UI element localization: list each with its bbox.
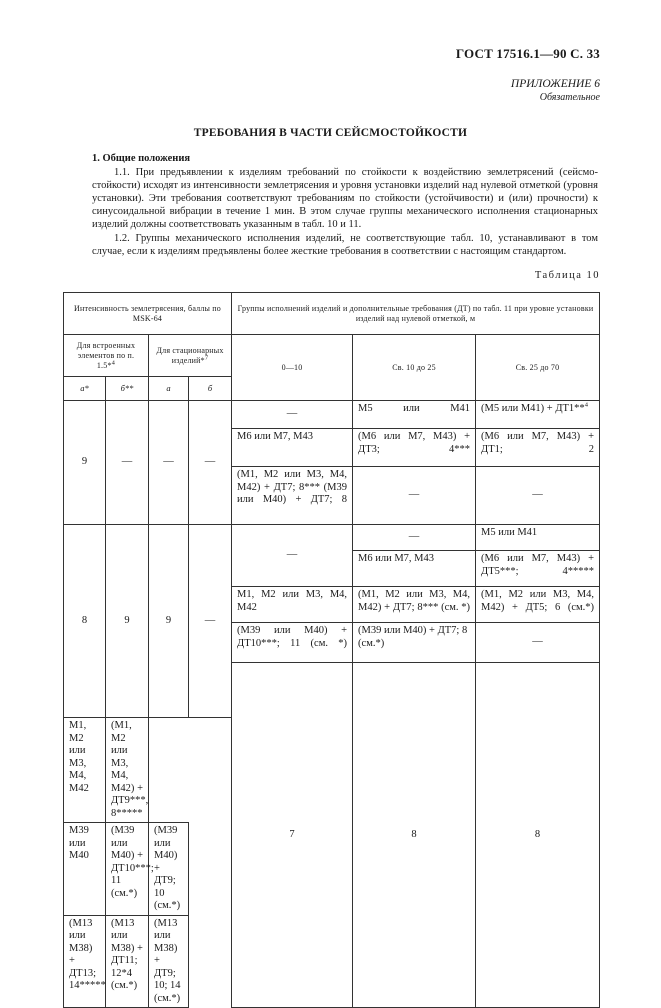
table-cell: (М1, М2 или М3, М4, М42) + ДТ9***, 8***** <box>106 718 149 823</box>
table-cell: — <box>353 467 476 525</box>
table-cell: — <box>476 467 600 525</box>
table-cell: (М13 или М38) + ДТ11; 12*4 (см.*) <box>106 915 149 1008</box>
table-cell: — <box>106 401 149 525</box>
table-cell: — <box>476 623 600 663</box>
header-groups: Группы исполнений изделий и дополнительные требования (ДТ) по табл. 11 при уровне установки изделий над нулевой отметкой, м <box>232 293 600 335</box>
table-cell: (М6 или М7, М43) + ДТ3; 4*** <box>353 429 476 467</box>
table-cell: (М39 или М40) + ДТ10***; 11 (см.*) <box>106 823 149 916</box>
header-b-builtin: б** <box>106 377 149 401</box>
table-cell: (М1, М2 или М3, М4, М42) + ДТ7; 8*** (М39 или М40) + ДТ7; 8 <box>232 467 353 525</box>
table-cell: М1, М2 или М3, М4, М42 <box>64 718 106 823</box>
header-a-builtin: а* <box>64 377 106 401</box>
doc-reference: ГОСТ 17516.1—90 С. 33 <box>455 46 600 61</box>
table-cell: (М1, М2 или М3, М4, М42) + ДТ5; 6 (см.*) <box>476 587 600 623</box>
table-cell: (М39 или М40) + ДТ7; 8 (см.*) <box>353 623 476 663</box>
table-cell: (М6 или М7, М43) + ДТ5***; 4***** <box>476 551 600 587</box>
header-level-25-70: Св. 25 до 70 <box>476 335 600 401</box>
table-cell: (М13 или М38) + ДТ9; 10; 14 (см.*) <box>149 915 189 1008</box>
header-b-stationary: б <box>189 377 232 401</box>
page-title: ТРЕБОВАНИЯ В ЧАСТИ СЕЙСМОСТОЙКОСТИ <box>193 127 468 139</box>
table-cell: — <box>149 401 189 525</box>
table-cell: М1, М2 или М3, М4, М42 <box>232 587 353 623</box>
header-intensity: Интенсивность землетрясения, баллы по MSK-64 <box>64 293 232 335</box>
table-cell: М6 или М7, М43 <box>353 551 476 587</box>
table-cell: (М1, М2 или М3, М4, М42) + ДТ7; 8*** (см. *) <box>353 587 476 623</box>
table-cell: М5 или М41 <box>476 525 600 551</box>
requirements-table <box>63 292 600 1008</box>
header-level-10-25: Св. 10 до 25 <box>353 335 476 401</box>
table-cell: — <box>189 525 232 718</box>
table-cell: 8 <box>353 663 476 1008</box>
table-cell: — <box>232 401 353 429</box>
table-cell: (М39 или М40) + ДТ10***; 11 (см. *) <box>232 623 353 663</box>
table-cell: 9 <box>64 401 106 525</box>
header-builtin: Для встроенных элементов по п. 1.5*$^4$ <box>64 335 149 377</box>
table-cell: 8 <box>64 525 106 718</box>
table-cell: (М13 или М38) + ДТ13; 14***** <box>64 915 106 1008</box>
table-cell: 7 <box>232 663 353 1008</box>
table-cell: (М5 или М41) + ДТ1**$^4$ <box>476 401 600 429</box>
appendix-status: Обязательное <box>539 92 600 103</box>
table-cell: М6 или М7, М43 <box>232 429 353 467</box>
appendix-label: ПРИЛОЖЕНИЕ 6 <box>510 78 600 90</box>
table-cell: 9 <box>149 525 189 718</box>
table-cell: (М6 или М7, М43) + ДТ1; 2 <box>476 429 600 467</box>
table-cell: — <box>189 401 232 525</box>
header-a-stationary: а <box>149 377 189 401</box>
table-cell: — <box>232 525 353 587</box>
table-cell: 8 <box>476 663 600 1008</box>
table-cell: 9 <box>106 525 149 718</box>
table-caption: Таблица 10 <box>534 270 600 281</box>
header-level-0-10: 0—10 <box>232 335 353 401</box>
section-heading: 1. Общие положения <box>92 153 191 164</box>
table-cell: М39 или М40 <box>64 823 106 916</box>
table-cell: — <box>353 525 476 551</box>
paragraph-1-2: 1.2. Группы механического исполнения изделий, не соответствующие табл. 10, устанавливают в том случае, если к изделиям предъявлены более жесткие требования в соответствии с настоящим стандартом. <box>92 233 598 257</box>
table-cell: М5 или М41 <box>353 401 476 429</box>
table-cell: (М39 или М40) + ДТ9; 10 (см.*) <box>149 823 189 916</box>
header-stationary: Для стационарных изделий*$^7$ <box>149 335 232 377</box>
paragraph-1-1: 1.1. При предъявлении к изделиям требований по стойкости к воздействию землетрясений (сейсмостойкости) исходят из интенсивности землетрясения и уровня установки изделий над нулевой отметкой (уровня установки). Эти требования соответствуют требованиям по стойкости (устойчивости) и (или) прочности) к синусоидальной вибрации в течение 1 мин. В этом случае группы механического исполнения стационарных изделий должны соответствовать указанным в табл. 10 и 11. <box>92 167 598 230</box>
